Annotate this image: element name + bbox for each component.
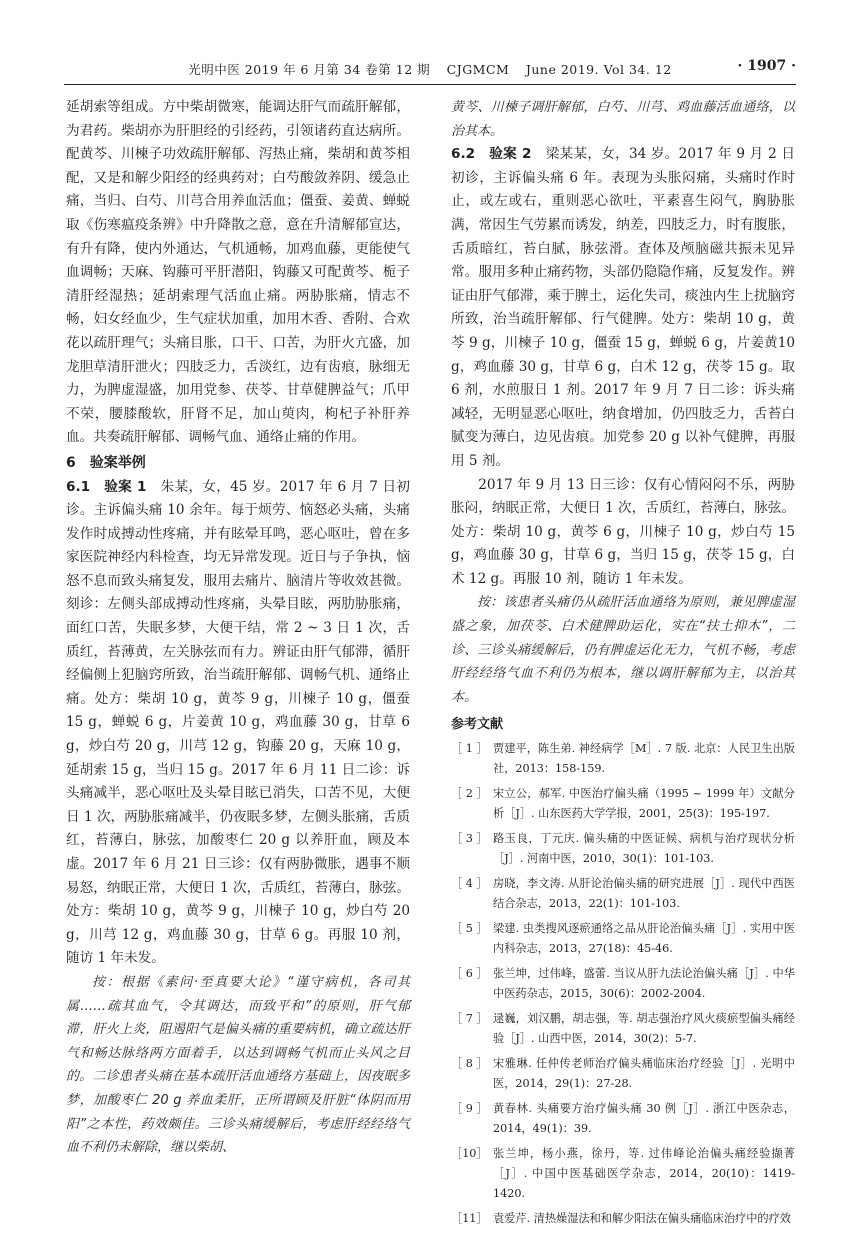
case1-text: 朱某，女，45 岁。2017 年 6 月 7 日初诊。主诉偏头痛 10 余年。每于烦劳、恼怒必头痛，头痛发作时成搏动性疼痛，并有眩晕耳鸣，恶心呕吐，曾在多家医院神经内科检查，均无异常发现。近日与子争执，恼怒不息而致头痛复发，服用去痛片、脑清片等收效甚微。刻诊：左侧头部成搏动性疼痛，头晕目眩，两肋胁胀痛，面红口苦，失眠多梦，大便干结，常 2 ~ 3 日 1 次，舌质红，苔薄黄，左关脉弦而有力。辨证由肝气郁滞，循肝经偏侧上犯脑窍所致，治当疏肝解郁、调畅气机、通络止痛。处方：柴胡 10 g，黄芩 9 g，川楝子 10 g，僵蚕 15 g，蝉蜕 6 g，片姜黄 10 g，鸡血藤 30 g，甘草 6 g，炒白芍 20 g，川芎 12 g，钩藤 20 g，天麻 10 g，延胡索 15 g，当归 15 g。2017 年 6 月 11 日二诊：诉头痛减半，恶心呕吐及头晕目眩已消失，口苦不见，大便日 1 次，两胁胀痛减半，仍夜眠多梦，左侧头胀痛，舌质红，苔薄白，脉弦，加酸枣仁 20 g 以养肝血，顾及本虚。2017 年 6 月 21 日三诊：仅有两胁微胀，遇事不顺易怒，纳眠正常，大便日 1 次，舌质红，苔薄白，脉弦。处方：柴胡 10 g，黄芩 9 g，川楝子 10 g，炒白芍 20 g，川芎 12 g，鸡血藤 30 g，甘草 6 g。再服 10 剂，随访 1 年未发。 [66, 478, 410, 967]
reference-item [451, 1099, 795, 1139]
reference-item [451, 1209, 795, 1229]
reference-text: 黄春林. 头痛要方治疗偏头痛 30 例［J］. 浙江中医杂志，2014，49(1)：39. [493, 1102, 795, 1136]
left-column [66, 96, 410, 1160]
reference-text: 房晓，李文涛. 从肝论治偏头痛的研究进展［J］. 现代中西医结合杂志，2013，22(1)：101-103. [493, 877, 795, 911]
case1-note-continued: 黄芩、川楝子调肝解郁，白芍、川芎、鸡血藤活血通络，以治其本。 [451, 100, 795, 139]
reference-item [451, 1054, 795, 1094]
reference-number: ［11］ [451, 1212, 488, 1226]
reference-text: 宋立公，郝军. 中医治疗偏头痛（1995 ~ 1999 年）文献分析［J］. 山东医药大学学报，2001，25(3)：195-197. [493, 787, 795, 821]
case2-note: 按：该患者头痛仍从疏肝活血通络为原则，兼见脾虚湿盛之象，加茯苓、白术健脾助运化，实在“扶土抑木”，二诊、三诊头痛缓解后，仍有脾虚运化无力，气机不畅，考虑肝经经络气血不利仍为根本，继以调肝解郁为主，以治其本。 [451, 595, 795, 705]
reference-text: 袁爱芹. 清热燥湿法和和解少阳法在偏头痛临床治疗中的疗效 [493, 1212, 791, 1226]
reference-number: ［ 4 ］ [451, 877, 488, 891]
right-column [451, 96, 795, 1234]
reference-text: 张兰坤，杨小燕，徐丹，等. 过伟峰论治偏头痛经验撷菁［J］. 中国中医基础医学杂志，2014，20(10)：1419-1420. [493, 1147, 795, 1201]
case2-followup: 2017 年 9 月 13 日三诊：仅有心情闷闷不乐，两胁胀闷，纳眠正常，大便日 1 次，舌质红，苔薄白，脉弦。处方：柴胡 10 g，黄芩 6 g，川楝子 10 g，炒白芍 15 g，鸡血藤 30 g，甘草 6 g，当归 15 g，茯苓 15 g，白术 12 g。再服 10 剂，随访 1 年未发。 [451, 476, 795, 587]
references-heading: 参考文献 [451, 717, 504, 733]
case2-paragraph [451, 143, 795, 473]
reference-number: ［ 5 ］ [451, 922, 488, 936]
page-number: · 1907 · [737, 58, 796, 74]
journal-name-cn: 光明中医 2019 年 6 月第 34 卷第 12 期 [188, 62, 431, 77]
case2-heading: 6.2 验案 2 [451, 146, 532, 163]
reference-item [451, 874, 795, 914]
reference-text: 逯巍，刘汉鹏，胡志强，等. 胡志强治疗风火痰瘀型偏头痛经验［J］. 山西中医，2014，30(2)：5-7. [493, 1012, 795, 1046]
reference-number: ［ 6 ］ [451, 967, 488, 981]
reference-list [451, 739, 795, 1229]
reference-number: ［10］ [451, 1147, 488, 1161]
reference-text: 贾建平，陈生弟. 神经病学［M］. 7 版. 北京：人民卫生出版社，2013：158-159. [493, 742, 795, 776]
reference-item [451, 919, 795, 959]
section-heading: 6 验案举例 [66, 454, 146, 471]
case2-text: 梁某某，女，34 岁。2017 年 9 月 2 日初诊，主诉偏头痛 6 年。表现为头胀闷痛，头痛时作时止，或左或右，重则恶心欲吐，平素喜生闷气，胸胁胀满，常因生气劳累而诱发，纳差，四肢乏力，时有腹胀，舌质暗红，苔白腻，脉弦滑。查体及颅脑磁共振未见异常。服用多种止痛药物，头部仍隐隐作痛，反复发作。辨证由肝气郁滞，乘于脾土，运化失司，痰浊内生上扰脑窍所致，治当疏肝解郁、行气健脾。处方：柴胡 10 g，黄芩 9 g，川楝子 10 g，僵蚕 15 g，蝉蜕 6 g，片姜黄10 g，鸡血藤 30 g，甘草 6 g，白术 12 g，茯苓 15 g。取 6 剂，水煎服日 1 剂。2017 年 9 月 7 日二诊：诉头痛减轻，无明显恶心呕吐，纳食增加，仍四肢乏力，舌苔白腻变为薄白，边见齿痕。加党参 20 g 以补气健脾，再服用 5 剂。 [451, 146, 795, 469]
journal-info [64, 60, 796, 78]
running-header [64, 54, 796, 85]
reference-number: ［ 8 ］ [451, 1057, 488, 1071]
reference-text: 宋雅琳. 任仲传老师治疗偏头痛临床治疗经验［J］. 光明中医，2014，29(1)：27-28. [493, 1057, 795, 1091]
journal-abbrev: CJGMCM [446, 62, 510, 77]
reference-item [451, 829, 795, 869]
case1-paragraph [66, 476, 410, 971]
reference-item [451, 1144, 795, 1204]
reference-text: 张兰坤，过伟峰，盛蕾. 当议从肝九法论治偏头痛［J］. 中华中医药杂志，2015，30(6)：2002-2004. [493, 967, 795, 1001]
reference-item [451, 964, 795, 1004]
reference-number: ［ 2 ］ [451, 787, 488, 801]
reference-item [451, 1009, 795, 1049]
reference-number: ［ 9 ］ [451, 1102, 488, 1116]
case1-note: 按：根据《素问·至真要大论》“谨守病机，各司其属……疏其血气，令其调达，而致平和”的原则，肝气郁滞，肝火上炎，阻遏阳气是偏头痛的重要病机，确立疏达肝气和畅达脉络两方面着手，以达到调畅气机而止头风之目的。二诊患者头痛在基本疏肝活血通络方基础上，因夜眠多梦，加酸枣仁 20 g 养血柔肝，正所谓顾及肝脏“体阴而用阳”之本性，药效颇佳。三诊头痛缓解后，考虑肝经经络气血不利仍未解除，继以柴胡、 [66, 974, 410, 1156]
reference-text: 梁建. 虫类搜风逐瘀通络之品从肝论治偏头痛［J］. 实用中医内科杂志，2013，27(18)：45-46. [493, 922, 795, 956]
issue-info-en: June 2019. Vol 34. 12 [525, 62, 672, 77]
reference-number: ［ 7 ］ [451, 1012, 488, 1026]
paragraph: 延胡索等组成。方中柴胡微寒，能调达肝气而疏肝解郁，为君药。柴胡亦为肝胆经的引经药，引领诸药直达病所。配黄芩、川楝子功效疏肝解郁、泻热止痛，柴胡和黄芩相配，又是和解少阳经的经典药对；白芍酸敛养阴、缓急止痛，当归、白芍、川芎合用养血活血；僵蚕、姜黄、蝉蜕取《伤寒瘟疫条辨》中升降散之意，意在升清解郁宣达，有升有降，使内外通达，气机通畅，加鸡血藤，更能使气血调畅；天麻、钩藤可平肝潜阳，钩藤又可配黄芩、栀子清肝经湿热；延胡索理气活血止痛。两胁胀痛，情志不畅，妇女经血少，生气症状加重，加用木香、香附、合欢花以疏肝理气；头痛目胀，口干、口苦，为肝火亢盛，加龙胆草清肝泄火；四肢乏力，舌淡红，边有齿痕，脉细无力，为脾虚湿盛，加用党参、茯苓、甘草健脾益气；爪甲不荣，腰膝酸软，肝肾不足，加山萸肉，枸杞子补肝养血。共奏疏肝解郁、调畅气血、通络止痛的作用。 [66, 99, 410, 446]
reference-number: ［ 3 ］ [451, 832, 488, 846]
reference-text: 路玉良，丁元庆. 偏头痛的中医证候、病机与治疗现状分析［J］. 河南中医，2010，30(1)：101-103. [493, 832, 795, 866]
case1-heading: 6.1 验案 1 [66, 478, 147, 495]
reference-item [451, 739, 795, 779]
reference-number: ［ 1 ］ [451, 742, 488, 756]
reference-item [451, 784, 795, 824]
